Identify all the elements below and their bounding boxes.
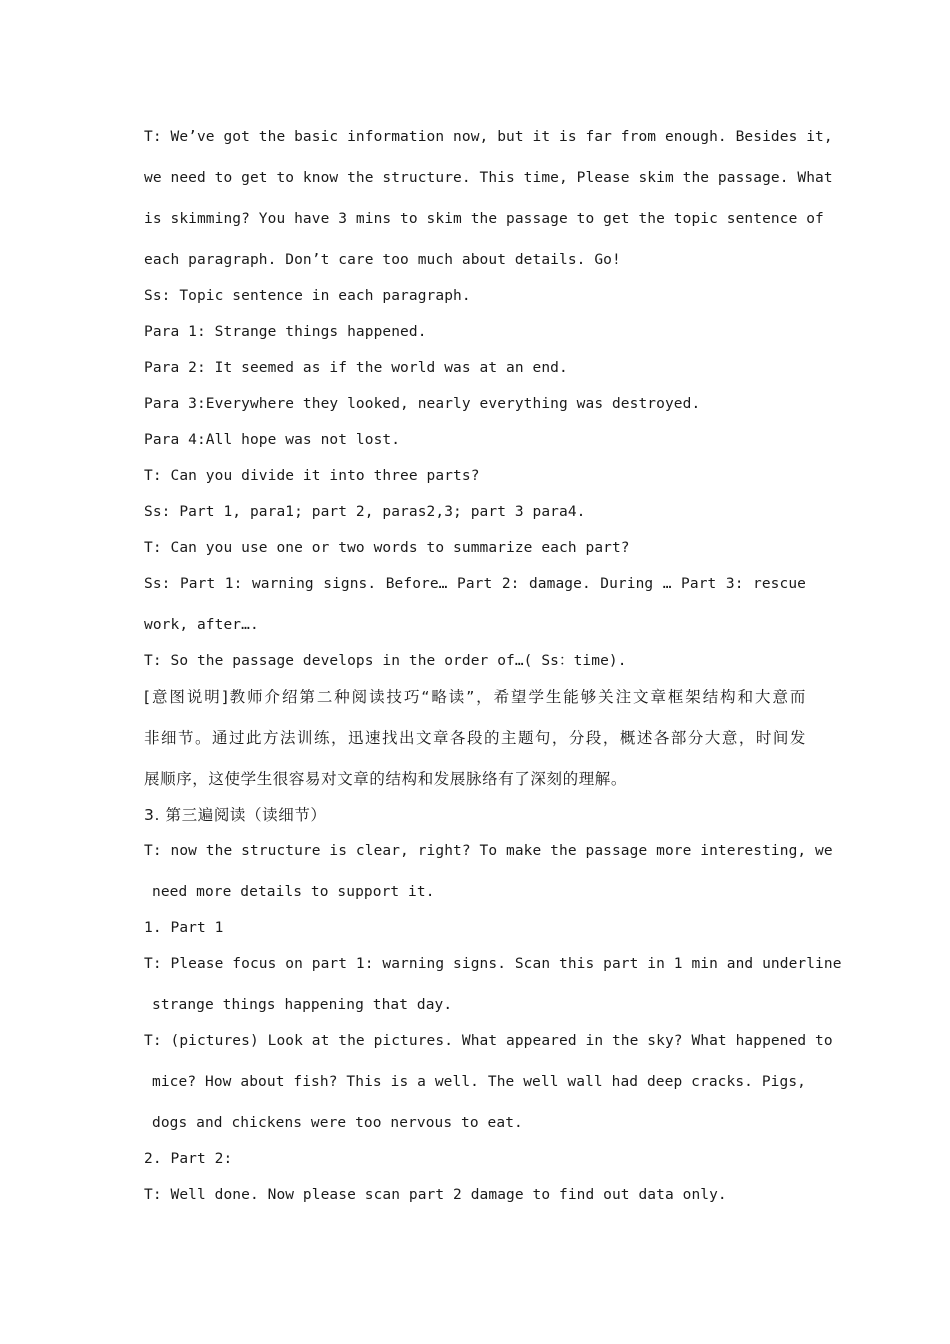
subsection-heading: 1. Part 1: [144, 920, 224, 936]
paragraph-line: Para 2: It seemed as if the world was at an end.: [144, 360, 568, 376]
subsection-heading: 2. Part 2:: [144, 1151, 233, 1167]
paragraph-line: is skimming? You have 3 mins to skim the passage to get the topic sentence of: [144, 211, 824, 227]
intent-note-line: 非细节。通过此方法训练，迅速找出文章各段的主题句，分段，概述各部分大意，时间发: [144, 729, 806, 747]
intent-note-line: 展顺序，这使学生很容易对文章的结构和发展脉络有了深刻的理解。: [144, 770, 628, 788]
paragraph-line: each paragraph. Don’t care too much about details. Go!: [144, 252, 621, 268]
intent-note-line: [意图说明]教师介绍第二种阅读技巧“略读”，希望学生能够关注文章框架结构和大意而: [144, 688, 806, 706]
paragraph-line: T: (pictures) Look at the pictures. What appeared in the sky? What happened to: [144, 1033, 833, 1049]
paragraph-line: dogs and chickens were too nervous to eat.: [152, 1115, 523, 1131]
section-heading: 3. 第三遍阅读（读细节）: [144, 806, 327, 824]
paragraph-line: T: Well done. Now please scan part 2 damage to find out data only.: [144, 1187, 727, 1203]
paragraph-line: work, after….: [144, 617, 259, 633]
paragraph-line: Ss: Topic sentence in each paragraph.: [144, 288, 471, 304]
paragraph-line: we need to get to know the structure. This time, Please skim the passage. What: [144, 170, 833, 186]
paragraph-line: T: Can you divide it into three parts?: [144, 468, 480, 484]
paragraph-line: T: We’ve got the basic information now, but it is far from enough. Besides it,: [144, 129, 833, 145]
paragraph-line: Para 3:Everywhere they looked, nearly everything was destroyed.: [144, 396, 701, 412]
paragraph-line: strange things happening that day.: [152, 997, 453, 1013]
paragraph-line: T: now the structure is clear, right? To make the passage more interesting, we: [144, 843, 833, 859]
paragraph-line: T: Please focus on part 1: warning signs. Scan this part in 1 min and underline: [144, 956, 842, 972]
paragraph-line: T: Can you use one or two words to summarize each part?: [144, 540, 630, 556]
paragraph-line: Ss: Part 1, para1; part 2, paras2,3; part 3 para4.: [144, 504, 586, 520]
paragraph-line: Ss: Part 1: warning signs. Before… Part 2: damage. During … Part 3: rescue: [144, 576, 806, 592]
paragraph-line: need more details to support it.: [152, 884, 435, 900]
paragraph-line: mice? How about fish? This is a well. The well wall had deep cracks. Pigs,: [152, 1074, 806, 1090]
paragraph-line: Para 4:All hope was not lost.: [144, 432, 401, 448]
paragraph-line: T: So the passage develops in the order of…( Ss：time).: [144, 653, 627, 669]
paragraph-line: Para 1: Strange things happened.: [144, 324, 427, 340]
